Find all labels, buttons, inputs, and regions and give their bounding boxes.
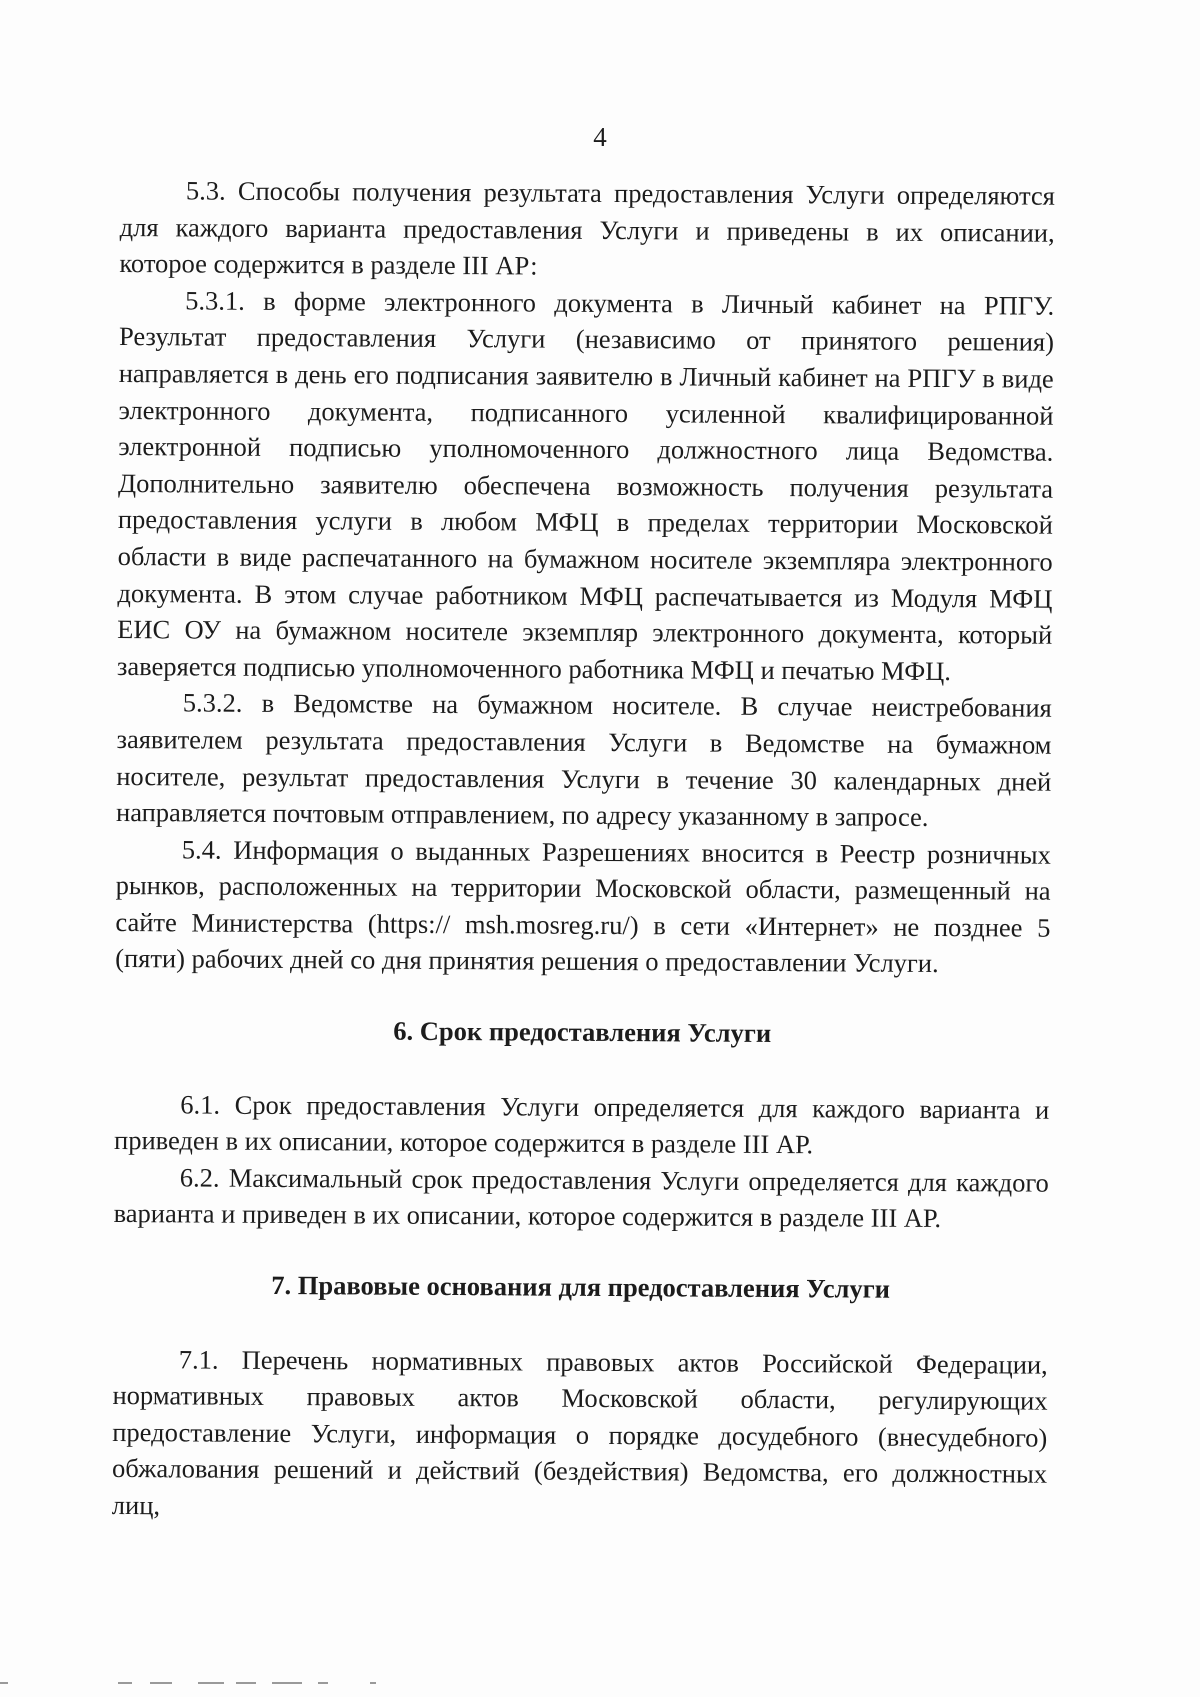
page-number: 4 (593, 122, 607, 152)
document-body (112, 172, 1055, 1529)
paragraph-7-1: 7.1. Перечень нормативных правовых актов Российской Федерации, нормативных правовых актов Московской области, регулирующих предоставление Услуги, информация о порядке досудебного (внесудебного) обжалования решений и действий (бездействия) Ведомства, его должностных лиц, (111, 1344, 1048, 1521)
scan-edge-artifact (0, 1682, 1200, 1688)
paragraph-6-1: 6.1. Срок предоставления Услуги определяется для каждого варианта и приведен в их описании, которое содержится в разделе III АР. (113, 1089, 1050, 1160)
paragraph-5-3: 5.3. Способы получения результата предоставления Услуги определяются для каждого варианта предоставления Услуги и приведены в их описании, которое содержится в разделе III АР: (119, 175, 1055, 281)
paragraph-5-3-1: 5.3.1. в форме электронного документа в Личный кабинет на РПГУ. Результат предоставления Услуги (независимо от принятого решения) направляется в день его подписания заявителю в Личный кабинет на РПГУ в виде электронного документа, подписанного усиленной квалифицированной электронной подписью уполномоченного должностного лица Ведомства. Дополнительно заявителю обеспечена возможность получения результата предоставления услуги в любом МФЦ в пределах территории Московской области в виде распечатанного на бумажном носителе экземпляра электронного документа. В этом случае работником МФЦ распечатывается из Модуля МФЦ ЕИС ОУ на бумажном носителе экземпляр электронного документа, который заверяется подписью уполномоченного работника МФЦ и печатью МФЦ. (116, 285, 1055, 686)
section-heading-7: 7. Правовые основания для предоставления Услуги (271, 1269, 891, 1304)
paragraph-5-4: 5.4. Информация о выданных Разрешениях вносится в Реестр розничных рынков, расположенных на территории Московской области, размещенный на сайте Министерства (https:// msh.mosreg.ru/) в сети «Интернет» не позднее 5 (пяти) рабочих дней со дня принятия решения о предоставлении Услуги. (115, 834, 1051, 979)
paragraph-6-2: 6.2. Максимальный срок предоставления Услуги определяется для каждого варианта и приведен в их описании, которое содержится в разделе III АР. (113, 1162, 1049, 1234)
section-heading-6: 6. Срок предоставления Услуги (393, 1015, 772, 1049)
paragraph-5-3-2: 5.3.2. в Ведомстве на бумажном носителе. В случае неистребования заявителем результата предоставления Услуги в Ведомстве на бумажном носителе, результат предоставления Услуги в течение 30 календарных дней направляется почтовым отправлением, по адресу указанному в запросе. (115, 687, 1052, 833)
